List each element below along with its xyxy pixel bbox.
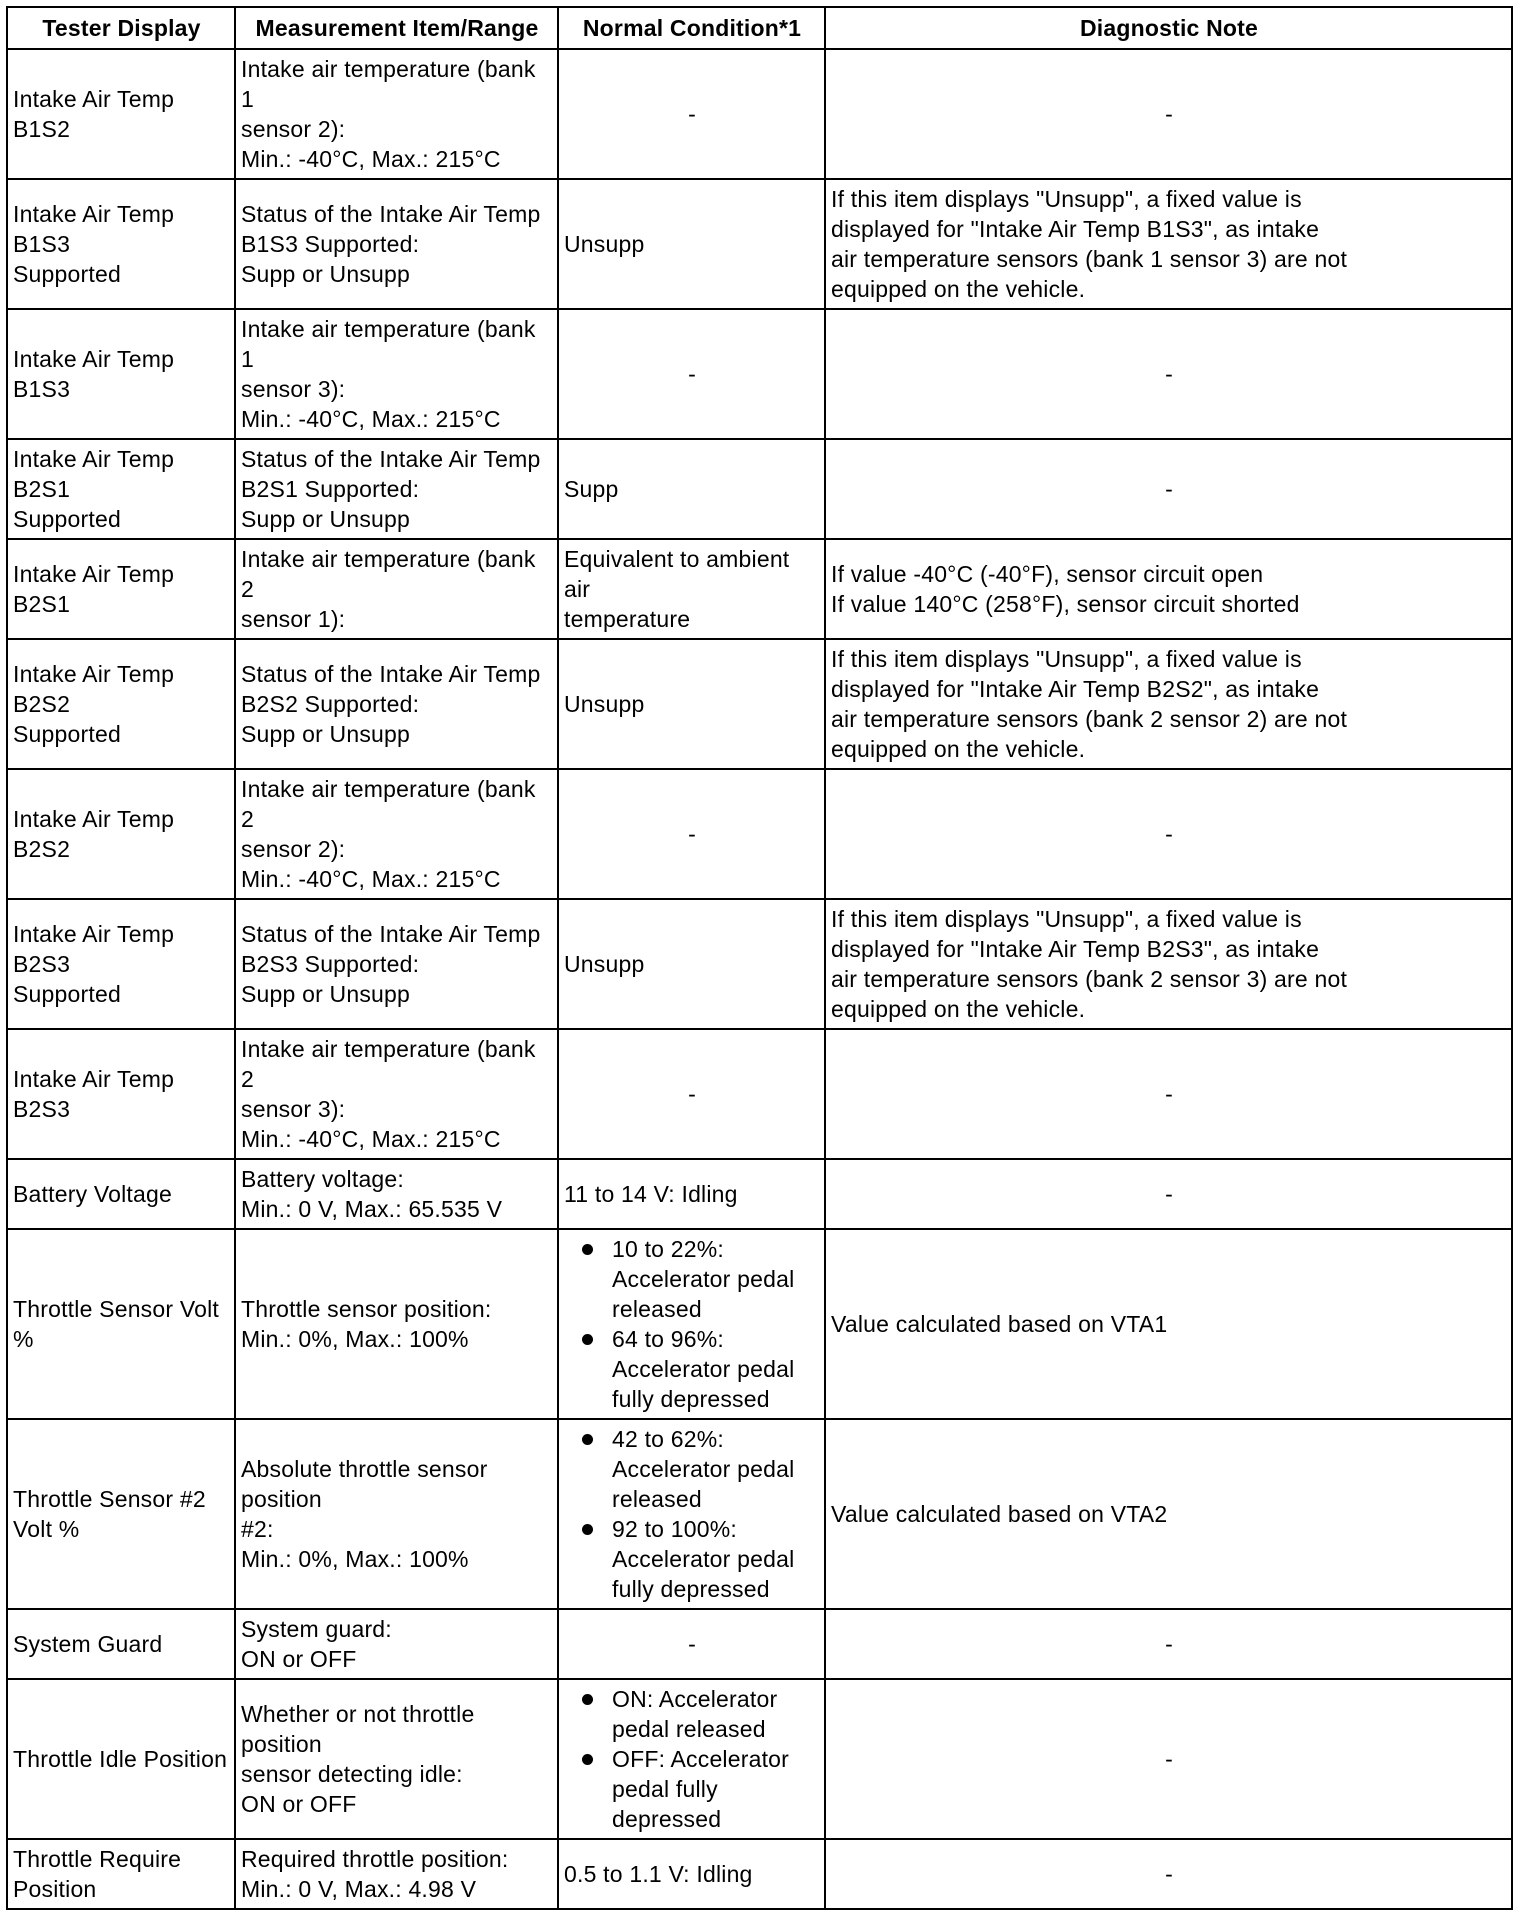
- cell-tester-display: [7, 1839, 235, 1909]
- bullet-text: pedal released: [612, 1716, 766, 1742]
- diagnostic-note-text: If this item displays "Unsupp", a fixed value is: [831, 646, 1302, 672]
- cell-diagnostic-note: [825, 1609, 1512, 1679]
- diagnostic-note-text: If value 140°C (258°F), sensor circuit shorted: [831, 591, 1300, 617]
- bullet-item: [564, 1744, 820, 1834]
- cell-measurement-item: [235, 1159, 558, 1229]
- cell-measurement-item: [235, 769, 558, 899]
- header-normal-condition: Normal Condition*1: [558, 7, 825, 49]
- measurement-text: Min.: 0 V, Max.: 4.98 V: [241, 1876, 477, 1902]
- diagnostic-note-text: -: [1165, 1861, 1173, 1887]
- cell-measurement-item: [235, 1029, 558, 1159]
- tester-display-text: Battery Voltage: [13, 1181, 172, 1207]
- diagnostic-note-text: air temperature sensors (bank 1 sensor 3) are not: [831, 246, 1348, 272]
- diagnostic-note-text: -: [1165, 821, 1173, 847]
- cell-measurement-item: [235, 1229, 558, 1419]
- tester-display-text: Intake Air Temp B1S3: [13, 346, 181, 402]
- cell-tester-display: [7, 539, 235, 639]
- bullet-text: Accelerator pedal: [612, 1356, 795, 1382]
- table-row: [7, 439, 1512, 539]
- normal-condition-text: -: [688, 361, 696, 387]
- measurement-text: sensor 1):: [241, 606, 346, 632]
- cell-normal-condition: [558, 1419, 825, 1609]
- table-row: [7, 639, 1512, 769]
- table-row: [7, 1679, 1512, 1839]
- bullet-text: Accelerator pedal: [612, 1266, 795, 1292]
- cell-diagnostic-note: [825, 639, 1512, 769]
- measurement-text: Battery voltage:: [241, 1166, 405, 1192]
- cell-tester-display: [7, 309, 235, 439]
- bullet-text: fully depressed: [612, 1576, 770, 1602]
- diagnostic-note-text: If this item displays "Unsupp", a fixed value is: [831, 906, 1302, 932]
- cell-tester-display: [7, 769, 235, 899]
- diagnostic-note-text: -: [1165, 1746, 1173, 1772]
- measurement-text: #2:: [241, 1516, 274, 1542]
- cell-diagnostic-note: [825, 179, 1512, 309]
- bullet-item: [564, 1234, 820, 1324]
- bullet-text: fully depressed: [612, 1386, 770, 1412]
- measurement-text: B2S2 Supported:: [241, 691, 420, 717]
- measurement-text: Intake air temperature (bank 2: [241, 1036, 543, 1092]
- cell-diagnostic-note: [825, 769, 1512, 899]
- bullet-text: 42 to 62%:: [612, 1426, 724, 1452]
- measurement-text: Status of the Intake Air Temp: [241, 201, 541, 227]
- cell-normal-condition: [558, 1029, 825, 1159]
- cell-measurement-item: [235, 179, 558, 309]
- measurement-text: sensor 3):: [241, 376, 346, 402]
- diagnostic-note-text: -: [1165, 1631, 1173, 1657]
- cell-diagnostic-note: [825, 1029, 1512, 1159]
- bullet-item: [564, 1684, 820, 1744]
- measurement-text: Absolute throttle sensor position: [241, 1456, 495, 1512]
- bullet-text: released: [612, 1296, 702, 1322]
- diagnostic-note-text: If this item displays "Unsupp", a fixed value is: [831, 186, 1302, 212]
- tester-display-text: Supported: [13, 981, 121, 1007]
- normal-condition-bullet-list: [564, 1684, 820, 1834]
- measurement-text: B2S1 Supported:: [241, 476, 420, 502]
- normal-condition-text: 0.5 to 1.1 V: Idling: [564, 1861, 753, 1887]
- tester-display-text: Volt %: [13, 1516, 80, 1542]
- diagnostic-note-text: -: [1165, 1181, 1173, 1207]
- measurement-text: Min.: -40°C, Max.: 215°C: [241, 146, 501, 172]
- normal-condition-text: Unsupp: [564, 691, 645, 717]
- measurement-text: Intake air temperature (bank 2: [241, 776, 543, 832]
- bullet-text: Accelerator pedal: [612, 1546, 795, 1572]
- measurement-text: Intake air temperature (bank 1: [241, 56, 543, 112]
- cell-measurement-item: [235, 439, 558, 539]
- cell-tester-display: [7, 179, 235, 309]
- cell-diagnostic-note: [825, 899, 1512, 1029]
- table-row: [7, 1029, 1512, 1159]
- cell-normal-condition: [558, 439, 825, 539]
- tester-display-text: Supported: [13, 506, 121, 532]
- cell-tester-display: [7, 1029, 235, 1159]
- diagnostic-note-text: -: [1165, 1081, 1173, 1107]
- data-list-table: [6, 6, 1513, 1910]
- table-row: [7, 49, 1512, 179]
- tester-display-text: Intake Air Temp B1S3: [13, 201, 181, 257]
- cell-diagnostic-note: [825, 1839, 1512, 1909]
- measurement-text: Intake air temperature (bank 2: [241, 546, 543, 602]
- tester-display-text: Supported: [13, 261, 121, 287]
- measurement-text: ON or OFF: [241, 1791, 357, 1817]
- measurement-text: Throttle sensor position:: [241, 1296, 492, 1322]
- header-measurement-item: Measurement Item/Range: [235, 7, 558, 49]
- tester-display-text: Intake Air Temp B2S1: [13, 446, 181, 502]
- tester-display-text: Supported: [13, 721, 121, 747]
- cell-tester-display: [7, 1609, 235, 1679]
- table-header-row: [7, 7, 1512, 49]
- cell-normal-condition: [558, 1229, 825, 1419]
- cell-normal-condition: [558, 309, 825, 439]
- diagnostic-note-text: equipped on the vehicle.: [831, 736, 1086, 762]
- diagnostic-note-text: air temperature sensors (bank 2 sensor 3) are not: [831, 966, 1348, 992]
- bullet-item: [564, 1514, 820, 1604]
- diagnostic-note-text: equipped on the vehicle.: [831, 276, 1086, 302]
- tester-display-text: Intake Air Temp B1S2: [13, 86, 181, 142]
- cell-measurement-item: [235, 539, 558, 639]
- tester-display-text: Intake Air Temp B2S3: [13, 921, 181, 977]
- measurement-text: Min.: -40°C, Max.: 215°C: [241, 866, 501, 892]
- normal-condition-text: Unsupp: [564, 231, 645, 257]
- measurement-text: System guard:: [241, 1616, 392, 1642]
- diagnostic-note-text: displayed for "Intake Air Temp B1S3", as intake: [831, 216, 1320, 242]
- measurement-text: Status of the Intake Air Temp: [241, 661, 541, 687]
- tester-display-text: Intake Air Temp B2S3: [13, 1066, 181, 1122]
- normal-condition-bullet-list: [564, 1424, 820, 1604]
- normal-condition-text: Unsupp: [564, 951, 645, 977]
- diagnostic-note-text: -: [1165, 361, 1173, 387]
- measurement-text: sensor 2):: [241, 836, 346, 862]
- measurement-text: Supp or Unsupp: [241, 506, 411, 532]
- bullet-item: [564, 1424, 820, 1514]
- table-row: [7, 899, 1512, 1029]
- bullet-text: ON: Accelerator: [612, 1686, 778, 1712]
- table-row: [7, 1419, 1512, 1609]
- normal-condition-text: 11 to 14 V: Idling: [564, 1181, 738, 1207]
- cell-tester-display: [7, 1419, 235, 1609]
- cell-normal-condition: [558, 1679, 825, 1839]
- tester-display-text: %: [13, 1326, 34, 1352]
- measurement-text: Min.: 0 V, Max.: 65.535 V: [241, 1196, 503, 1222]
- measurement-text: sensor 3):: [241, 1096, 346, 1122]
- cell-normal-condition: [558, 769, 825, 899]
- bullet-text: 92 to 100%:: [612, 1516, 737, 1542]
- cell-tester-display: [7, 1229, 235, 1419]
- measurement-text: Min.: 0%, Max.: 100%: [241, 1546, 469, 1572]
- tester-display-text: Position: [13, 1876, 97, 1902]
- table-row: [7, 179, 1512, 309]
- measurement-text: sensor detecting idle:: [241, 1761, 463, 1787]
- table-row: [7, 1839, 1512, 1909]
- cell-diagnostic-note: [825, 1159, 1512, 1229]
- diagnostic-note-text: Value calculated based on VTA2: [831, 1501, 1168, 1527]
- cell-measurement-item: [235, 49, 558, 179]
- diagnostic-note-text: air temperature sensors (bank 2 sensor 2) are not: [831, 706, 1348, 732]
- normal-condition-text: Equivalent to ambient air: [564, 546, 796, 602]
- cell-diagnostic-note: [825, 439, 1512, 539]
- diagnostic-note-text: -: [1165, 101, 1173, 127]
- normal-condition-text: -: [688, 1631, 696, 1657]
- tester-display-text: Intake Air Temp B2S2: [13, 661, 181, 717]
- cell-diagnostic-note: [825, 1229, 1512, 1419]
- cell-diagnostic-note: [825, 1419, 1512, 1609]
- bullet-text: pedal fully depressed: [612, 1776, 725, 1832]
- cell-normal-condition: [558, 1609, 825, 1679]
- cell-normal-condition: [558, 899, 825, 1029]
- normal-condition-bullet-list: [564, 1234, 820, 1414]
- cell-measurement-item: [235, 309, 558, 439]
- normal-condition-text: -: [688, 821, 696, 847]
- measurement-text: Intake air temperature (bank 1: [241, 316, 543, 372]
- tester-display-text: Throttle Require: [13, 1846, 182, 1872]
- table-row: [7, 769, 1512, 899]
- header-tester-display: Tester Display: [7, 7, 235, 49]
- normal-condition-text: -: [688, 1081, 696, 1107]
- measurement-text: Min.: -40°C, Max.: 215°C: [241, 1126, 501, 1152]
- table-row: [7, 1609, 1512, 1679]
- diagnostic-note-text: equipped on the vehicle.: [831, 996, 1086, 1022]
- tester-display-text: Throttle Sensor #2: [13, 1486, 206, 1512]
- diagnostic-note-text: If value -40°C (-40°F), sensor circuit open: [831, 561, 1264, 587]
- cell-tester-display: [7, 49, 235, 179]
- cell-measurement-item: [235, 639, 558, 769]
- bullet-text: Accelerator pedal: [612, 1456, 795, 1482]
- cell-normal-condition: [558, 539, 825, 639]
- header-diagnostic-note: Diagnostic Note: [825, 7, 1512, 49]
- cell-diagnostic-note: [825, 1679, 1512, 1839]
- table-row: [7, 1229, 1512, 1419]
- measurement-text: Supp or Unsupp: [241, 981, 411, 1007]
- cell-normal-condition: [558, 179, 825, 309]
- measurement-text: sensor 2):: [241, 116, 346, 142]
- tester-display-text: Intake Air Temp B2S1: [13, 561, 181, 617]
- measurement-text: Min.: 0%, Max.: 100%: [241, 1326, 469, 1352]
- cell-normal-condition: [558, 49, 825, 179]
- cell-measurement-item: [235, 1419, 558, 1609]
- cell-normal-condition: [558, 1839, 825, 1909]
- cell-tester-display: [7, 1679, 235, 1839]
- bullet-text: released: [612, 1486, 702, 1512]
- table-row: [7, 539, 1512, 639]
- cell-tester-display: [7, 639, 235, 769]
- cell-measurement-item: [235, 1839, 558, 1909]
- table-row: [7, 1159, 1512, 1229]
- measurement-text: B2S3 Supported:: [241, 951, 420, 977]
- diagnostic-note-text: Value calculated based on VTA1: [831, 1311, 1168, 1337]
- diagnostic-note-text: displayed for "Intake Air Temp B2S3", as intake: [831, 936, 1320, 962]
- table-body: [7, 49, 1512, 1909]
- measurement-text: Supp or Unsupp: [241, 261, 411, 287]
- tester-display-text: System Guard: [13, 1631, 163, 1657]
- cell-normal-condition: [558, 639, 825, 769]
- cell-tester-display: [7, 899, 235, 1029]
- bullet-item: [564, 1324, 820, 1414]
- table-row: [7, 309, 1512, 439]
- cell-tester-display: [7, 1159, 235, 1229]
- measurement-text: Status of the Intake Air Temp: [241, 921, 541, 947]
- cell-measurement-item: [235, 1679, 558, 1839]
- cell-normal-condition: [558, 1159, 825, 1229]
- normal-condition-text: -: [688, 101, 696, 127]
- measurement-text: Min.: -40°C, Max.: 215°C: [241, 406, 501, 432]
- cell-tester-display: [7, 439, 235, 539]
- measurement-text: ON or OFF: [241, 1646, 357, 1672]
- measurement-text: Supp or Unsupp: [241, 721, 411, 747]
- measurement-text: Status of the Intake Air Temp: [241, 446, 541, 472]
- tester-display-text: Throttle Sensor Volt: [13, 1296, 219, 1322]
- bullet-text: 10 to 22%:: [612, 1236, 724, 1262]
- diagnostic-table-container: [6, 6, 1511, 1910]
- bullet-text: 64 to 96%:: [612, 1326, 724, 1352]
- normal-condition-text: Supp: [564, 476, 619, 502]
- diagnostic-note-text: -: [1165, 476, 1173, 502]
- normal-condition-text: temperature: [564, 606, 691, 632]
- cell-diagnostic-note: [825, 49, 1512, 179]
- measurement-text: Whether or not throttle position: [241, 1701, 482, 1757]
- tester-display-text: Intake Air Temp B2S2: [13, 806, 181, 862]
- tester-display-text: Throttle Idle Position: [13, 1746, 228, 1772]
- bullet-text: OFF: Accelerator: [612, 1746, 790, 1772]
- cell-diagnostic-note: [825, 309, 1512, 439]
- measurement-text: Required throttle position:: [241, 1846, 509, 1872]
- cell-diagnostic-note: [825, 539, 1512, 639]
- cell-measurement-item: [235, 1609, 558, 1679]
- diagnostic-note-text: displayed for "Intake Air Temp B2S2", as intake: [831, 676, 1320, 702]
- measurement-text: B1S3 Supported:: [241, 231, 420, 257]
- cell-measurement-item: [235, 899, 558, 1029]
